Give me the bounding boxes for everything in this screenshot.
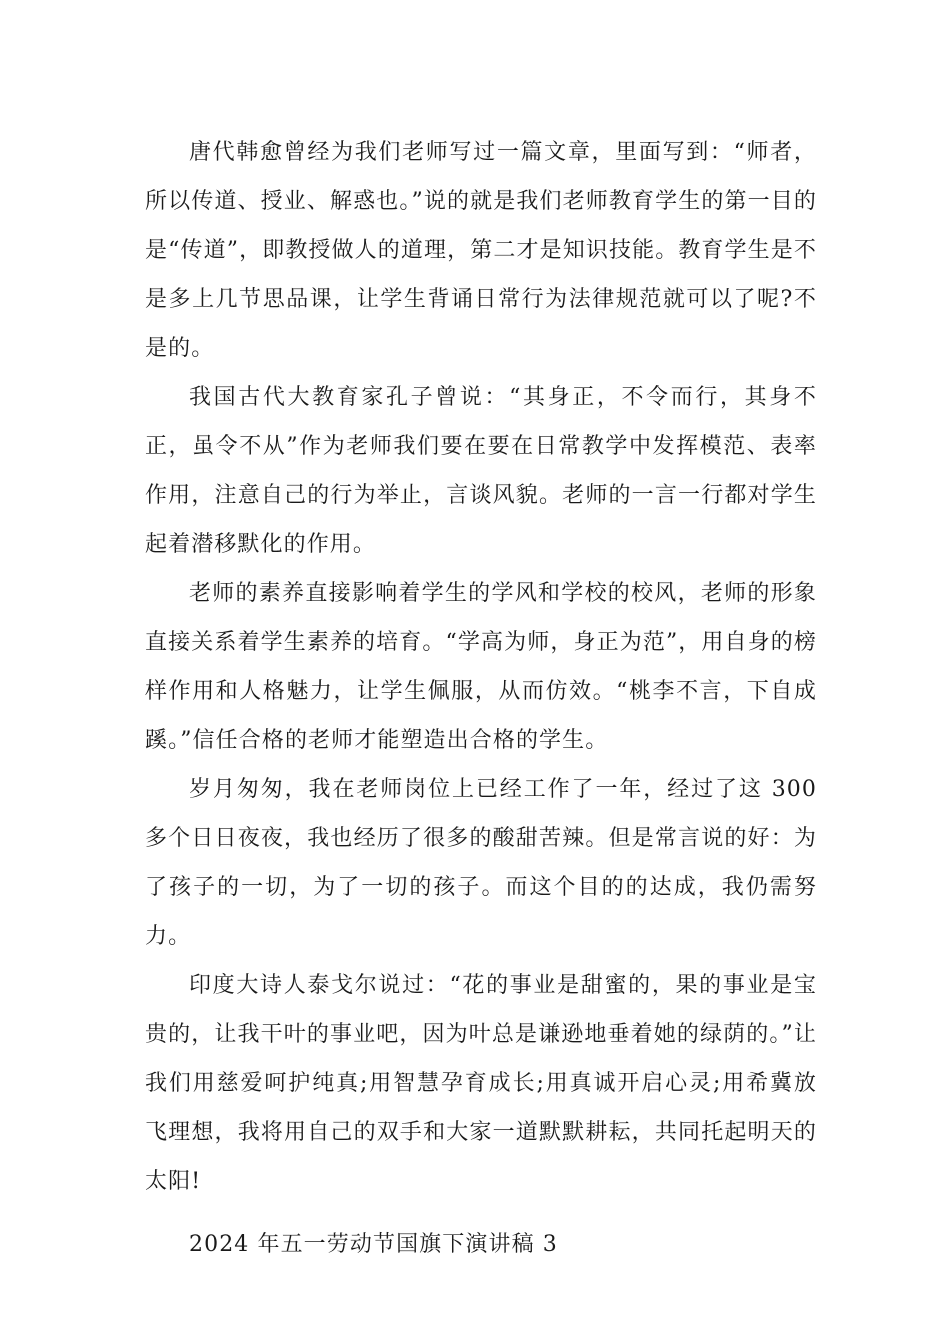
paragraph-confucius: 我国古代大教育家孔子曾说：“其身正，不令而行，其身不正，虽令不从”作为老师我们要在要在日常教学中发挥模范、表率作用，注意自己的行为举止，言谈风貌。老师的一言一行都对学生起着潜移默化的作用。 bbox=[145, 385, 817, 557]
paragraph-han-yu: 唐代韩愈曾经为我们老师写过一篇文章，里面写到：“师者，所以传道、授业、解惑也。”说的就是我们老师教育学生的第一目的是“传道”，即教授做人的道理，第二才是知识技能。教育学生是不是多上几节思品课，让学生背诵日常行为法律规范就可以了呢?不是的。 bbox=[145, 140, 817, 361]
paragraph-tagore: 印度大诗人泰戈尔说过：“花的事业是甜蜜的，果的事业是宝贵的，让我干叶的事业吧，因为叶总是谦逊地垂着她的绿荫的。”让我们用慈爱呵护纯真;用智慧孕育成长;用真诚开启心灵;用希冀放飞理想，我将用自己的双手和大家一道默默耕耘，共同托起明天的太阳! bbox=[145, 973, 817, 1194]
paragraph-one-year: 岁月匆匆，我在老师岗位上已经工作了一年，经过了这 300 多个日日夜夜，我也经历了很多的酸甜苦辣。但是常言说的好：为了孩子的一切，为了一切的孩子。而这个目的的达成，我仍需努力。 bbox=[145, 777, 817, 949]
section-heading: 2024 年五一劳动节国旗下演讲稿 3 bbox=[189, 1232, 558, 1257]
paragraph-teacher-quality: 老师的素养直接影响着学生的学风和学校的校风，老师的形象直接关系着学生素养的培育。“学高为师，身正为范”，用自身的榜样作用和人格魅力，让学生佩服，从而仿效。“桃李不言，下自成蹊。”信任合格的老师才能塑造出合格的学生。 bbox=[145, 581, 817, 753]
document-body bbox=[145, 128, 817, 1269]
